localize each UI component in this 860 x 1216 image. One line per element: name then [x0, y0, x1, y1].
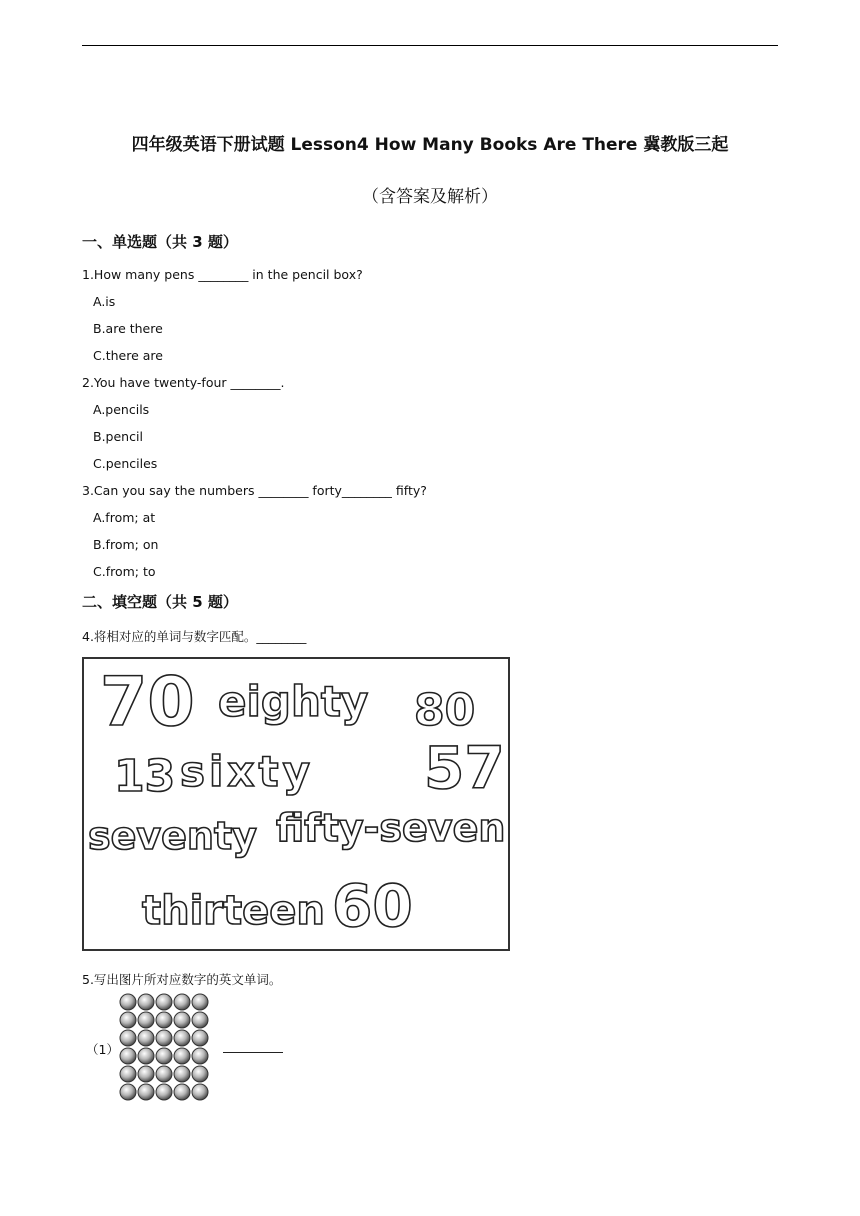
figure-word-fifty-seven: fifty-seven — [276, 806, 506, 850]
ball — [192, 994, 208, 1010]
counting-balls-image — [119, 993, 209, 1101]
question-2-option-a: A.pencils — [93, 402, 150, 417]
ball — [120, 1048, 136, 1064]
ball — [156, 1084, 172, 1100]
figure-word-57: 57 — [424, 734, 505, 802]
ball — [156, 1066, 172, 1082]
question-1-option-b: B.are there — [93, 321, 163, 336]
ball — [174, 994, 190, 1010]
number-word-matching-figure — [82, 657, 510, 951]
ball — [138, 994, 154, 1010]
question-3-option-b: B.from; on — [93, 537, 159, 552]
question-5-sub-1-label: （1） — [86, 1042, 119, 1057]
ball — [174, 1048, 190, 1064]
ball — [120, 1066, 136, 1082]
document-title: 四年级英语下册试题 Lesson4 How Many Books Are There 冀教版三起 — [131, 135, 729, 155]
header-rule — [82, 45, 778, 46]
ball — [174, 1066, 190, 1082]
document-subtitle: （含答案及解析） — [362, 187, 498, 207]
ball — [192, 1084, 208, 1100]
ball — [174, 1030, 190, 1046]
ball — [138, 1066, 154, 1082]
ball — [138, 1030, 154, 1046]
ball — [120, 1030, 136, 1046]
ball — [120, 994, 136, 1010]
ball — [192, 1066, 208, 1082]
ball — [120, 1084, 136, 1100]
figure-word-thirteen: thirteen — [142, 888, 325, 934]
question-2: 2.You have twenty-four ________. — [82, 375, 285, 390]
ball — [138, 1012, 154, 1028]
ball — [174, 1084, 190, 1100]
question-3: 3.Can you say the numbers ________ forty________ fifty? — [82, 483, 427, 498]
question-2-option-b: B.pencil — [93, 429, 143, 444]
ball — [120, 1012, 136, 1028]
question-4: 4.将相对应的单词与数字匹配。________ — [82, 629, 307, 644]
section-heading-single-choice: 一、单选题（共 3 题） — [82, 233, 238, 251]
figure-word-70: 70 — [100, 663, 195, 742]
ball — [138, 1048, 154, 1064]
question-1-option-a: A.is — [93, 294, 116, 309]
ball — [156, 1048, 172, 1064]
figure-word-60: 60 — [332, 872, 413, 940]
figure-word-seventy: seventy — [88, 814, 257, 858]
figure-word-13: 13 — [114, 751, 176, 802]
figure-word-sixty: sixty — [180, 747, 314, 796]
question-3-option-c: C.from; to — [93, 564, 156, 579]
figure-word-eighty: eighty — [218, 677, 369, 726]
ball — [156, 994, 172, 1010]
ball — [138, 1084, 154, 1100]
ball — [174, 1012, 190, 1028]
question-2-option-c: C.penciles — [93, 456, 158, 471]
ball — [192, 1012, 208, 1028]
question-5: 5.写出图片所对应数字的英文单词。 — [82, 972, 282, 987]
ball — [156, 1030, 172, 1046]
question-5-sub-1-answer-blank[interactable] — [223, 1052, 283, 1053]
figure-word-80: 80 — [414, 685, 476, 736]
ball — [192, 1030, 208, 1046]
question-3-option-a: A.from; at — [93, 510, 156, 525]
question-1: 1.How many pens ________ in the pencil box? — [82, 267, 363, 282]
ball — [192, 1048, 208, 1064]
question-1-option-c: C.there are — [93, 348, 163, 363]
ball — [156, 1012, 172, 1028]
section-heading-fill-in: 二、填空题（共 5 题） — [82, 593, 238, 611]
